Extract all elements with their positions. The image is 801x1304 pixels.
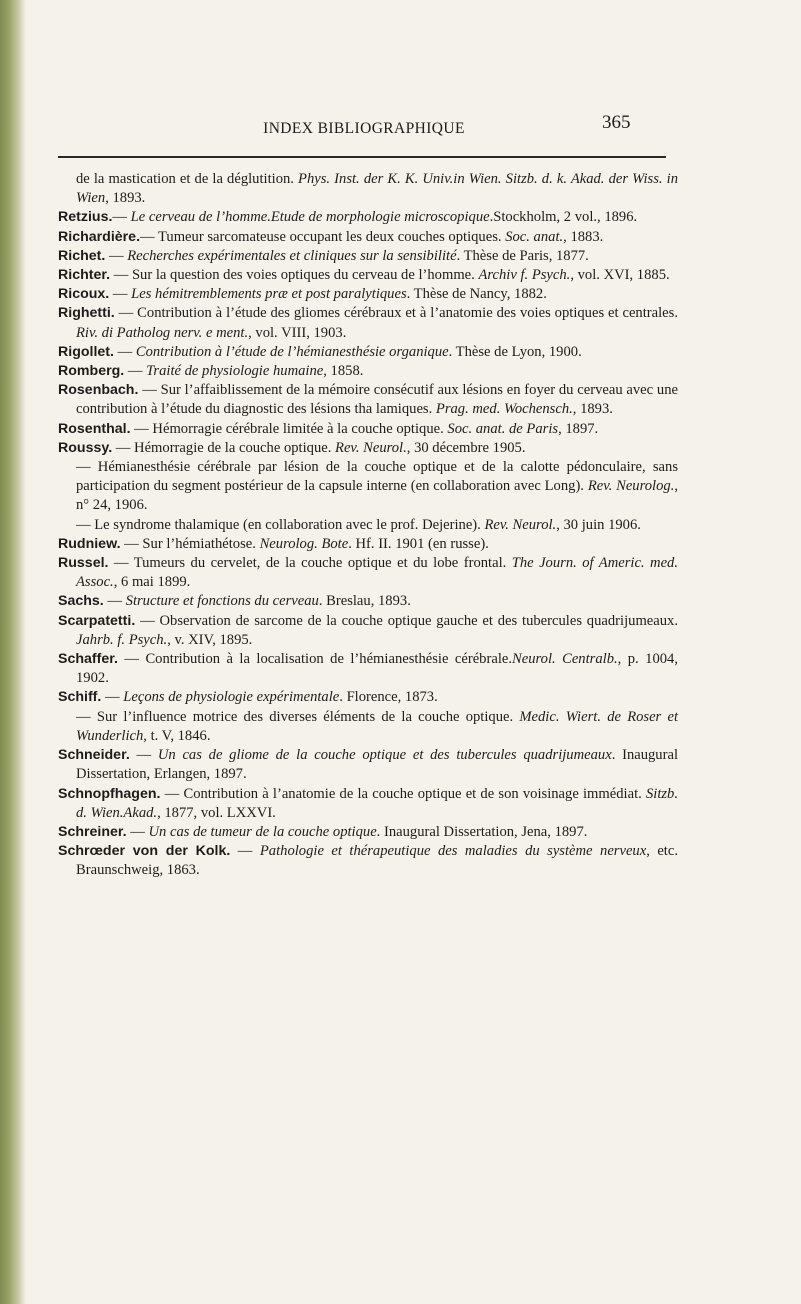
bibliography-entry <box>58 343 678 362</box>
bibliography-entry <box>58 650 678 688</box>
entry-text: — Hémorragie de la couche optique. <box>112 439 336 456</box>
bibliography-entry <box>58 228 678 247</box>
bibliography-entry <box>58 612 678 650</box>
author-name: Righetti. <box>58 305 115 322</box>
entry-text: , 1877, vol. LXXVI. <box>157 804 276 821</box>
bibliography-entry <box>58 458 678 516</box>
entry-text: — <box>103 593 126 610</box>
entry-text: — Sur l’affaiblissement de la mémoire consécutif aux lésions en foyer du cerveau avec une contribution à l’étude du diagnostic des lésions tha lamiques. <box>76 382 678 418</box>
author-name: Schneider. <box>58 747 130 764</box>
entry-text: — Sur la question des voies optiques du cerveau de l’homme. <box>110 267 479 284</box>
entry-text: — Sur l’influence motrice des diverses éléments de la couche optique. <box>76 708 520 725</box>
work-title: Rev. Neurolog. <box>587 478 675 495</box>
work-title: Leçons de physiologie expérimentale <box>123 689 340 706</box>
bibliography-entry <box>58 285 678 304</box>
work-title: Archiv f. Psych. <box>478 267 571 284</box>
work-title: Traité de physiologie humaine <box>146 363 324 380</box>
bibliography-entry <box>58 554 678 592</box>
bibliography-entry <box>58 516 678 535</box>
entry-text: — <box>105 247 128 264</box>
entry-text: — Hémianesthésie cérébrale par lésion de la couche optique et de la calotte pédonculaire, sans participation du segment postérieur de la capsule interne (en collaboration avec Long). <box>76 459 678 495</box>
entry-text: — Le syndrome thalamique (en collaboration avec le prof. Dejerine). <box>76 516 485 533</box>
entry-text: — Contribution à la localisation de l’hémianesthésie cérébrale. <box>117 651 512 668</box>
work-title: Riv. di Patholog nerv. e ment. <box>76 324 249 341</box>
page-header <box>0 112 801 152</box>
author-name: Romberg. <box>58 363 125 380</box>
entry-text: , 30 décembre 1905. <box>406 439 526 456</box>
author-name: Schnopfhagen. <box>58 785 161 802</box>
entry-text: , vol. XVI, 1885. <box>570 267 670 284</box>
work-title: Contribution à l’étude de l’hémianesthésie organique <box>135 343 449 360</box>
entry-text: , v. XIV, 1895. <box>167 631 253 648</box>
entry-text: , 1883. <box>563 228 604 245</box>
work-title: Recherches expérimentales et cliniques sur la sensibilité <box>127 247 457 264</box>
author-name: Schrœder von der Kolk. <box>58 843 231 860</box>
author-name: Richardière. <box>58 228 141 245</box>
entry-text: , 6 mai 1899. <box>113 574 191 591</box>
author-name: Schaffer. <box>58 651 118 668</box>
entry-text: — Contribution à l’anatomie de la couche optique et de son voisinage immédiat. <box>160 785 646 802</box>
author-name: Scarpatetti. <box>58 612 136 629</box>
work-title: Medic. Wiert. de Roser et Wunderlich <box>76 708 679 744</box>
entry-text: .Stockholm, 2 vol., 1896. <box>489 209 638 226</box>
work-title: Neurol. Centralb. <box>512 651 618 668</box>
bibliography-entry <box>58 823 678 842</box>
work-title: Soc. anat. <box>505 228 564 245</box>
work-title: Le cerveau de l’homme.Etude de morphologie microscopique <box>130 209 490 226</box>
entry-text: — <box>124 363 147 380</box>
bibliography-entry <box>58 746 678 784</box>
author-name: Retzius. <box>58 209 113 226</box>
author-name: Russel. <box>58 555 109 572</box>
work-title: Rev. Neurol. <box>335 439 407 456</box>
entry-text: . Florence, 1873. <box>339 689 438 706</box>
entry-text: de la mastication et de la déglutition. <box>76 171 299 187</box>
bibliography-list <box>58 170 678 881</box>
work-title: Structure et fonctions du cerveau <box>125 593 319 610</box>
page-binding-edge <box>0 0 26 1304</box>
bibliography-entry <box>58 842 678 880</box>
header-rule <box>58 156 666 158</box>
bibliography-entry <box>58 535 678 554</box>
bibliography-entry <box>58 592 678 611</box>
entry-text: , 1858. <box>323 363 364 380</box>
entry-text: — Hémorragie cérébrale limitée à la couche optique. <box>130 420 448 437</box>
work-title: Un cas de gliome de la couche optique et des tubercules quadrijumeaux <box>157 747 612 764</box>
entry-text: — <box>126 823 149 840</box>
entry-text: — Observation de sarcome de la couche optique gauche et des tubercules quadrijumeaux. <box>135 612 678 629</box>
bibliography-entry <box>58 304 678 342</box>
entry-text: — <box>129 747 158 764</box>
entry-text: , vol. VIII, 1903. <box>248 324 347 341</box>
entry-text: , p. 1004, 1902. <box>76 651 678 687</box>
author-name: Sachs. <box>58 593 104 610</box>
work-title: Prag. med. Wochensch. <box>435 401 573 418</box>
work-title: Jahrb. f. Psych. <box>76 631 168 648</box>
work-title: Sitzb. d. Wien.Akad. <box>76 785 678 821</box>
bibliography-entry <box>58 170 678 208</box>
work-title: Phys. Inst. der K. K. Univ.in Wien. Sitzb. d. k. Akad. der Wiss. in Wien <box>76 171 678 207</box>
entry-text: , 1897. <box>558 420 599 437</box>
entry-text: . Thèse de Lyon, 1900. <box>448 343 582 360</box>
bibliography-entry <box>58 362 678 381</box>
entry-text: , n° 24, 1906. <box>76 478 678 514</box>
work-title: Un cas de tumeur de la couche optique <box>148 823 377 840</box>
entry-text: . Breslau, 1893. <box>318 593 411 610</box>
entry-text: , 1893. <box>572 401 613 418</box>
work-title: Pathologie et thérapeutique des maladies du système nerveux <box>259 843 647 860</box>
author-name: Schreiner. <box>58 823 127 840</box>
bibliography-entry <box>58 439 678 458</box>
entry-text: — Tumeurs du cervelet, de la couche optique et du lobe frontal. <box>108 555 512 572</box>
author-name: Richter. <box>58 267 111 284</box>
work-title: Soc. anat. de Paris <box>447 420 559 437</box>
author-name: Richet. <box>58 247 106 264</box>
work-title: The Journ. of Americ. med. Assoc. <box>76 555 678 591</box>
bibliography-entry <box>58 381 678 419</box>
bibliography-entry <box>58 208 678 227</box>
work-title: Les hémitremblements præ et post paralytiques <box>131 286 407 303</box>
entry-text: . Thèse de Nancy, 1882. <box>406 286 547 303</box>
bibliography-entry <box>58 688 678 707</box>
entry-text: — <box>230 843 260 860</box>
author-name: Schiff. <box>58 689 102 706</box>
entry-text: , 30 juin 1906. <box>556 516 641 533</box>
entry-text: . Inaugural Dissertation, Erlangen, 1897. <box>76 747 679 783</box>
entry-text: — <box>109 286 132 303</box>
entry-text: , t. V, 1846. <box>143 727 211 744</box>
bibliography-entry <box>58 266 678 285</box>
bibliography-entry <box>58 785 678 823</box>
author-name: Rosenbach. <box>58 382 139 399</box>
entry-text: , 1893. <box>105 190 146 207</box>
work-title: Neurolog. Bote <box>259 535 349 552</box>
bibliography-entry <box>58 708 678 746</box>
author-name: Rudniew. <box>58 535 121 552</box>
entry-text: . Hf. II. 1901 (en russe). <box>348 535 489 552</box>
entry-text: — <box>113 343 136 360</box>
entry-text: — Sur l’hémiathétose. <box>120 535 260 552</box>
entry-text: . Inaugural Dissertation, Jena, 1897. <box>376 823 588 840</box>
bibliography-entry <box>58 247 678 266</box>
entry-text: — Contribution à l’étude des gliomes cérébraux et à l’anatomie des voies optiques et centrales. <box>114 305 678 322</box>
entry-text: — <box>101 689 124 706</box>
entry-text: . Thèse de Paris, 1877. <box>456 247 589 264</box>
running-title: INDEX BIBLIOGRAPHIQUE <box>263 120 465 137</box>
entry-text: , etc. Braunschweig, 1863. <box>76 843 678 879</box>
bibliography-entry <box>58 420 678 439</box>
entry-text: — Tumeur sarcomateuse occupant les deux couches optiques. <box>140 228 506 245</box>
author-name: Rosenthal. <box>58 420 131 437</box>
author-name: Ricoux. <box>58 286 110 303</box>
entry-text: — <box>112 209 131 226</box>
author-name: Rigollet. <box>58 343 114 360</box>
work-title: Rev. Neurol. <box>484 516 557 533</box>
author-name: Roussy. <box>58 439 113 456</box>
page-number: 365 <box>602 112 631 133</box>
